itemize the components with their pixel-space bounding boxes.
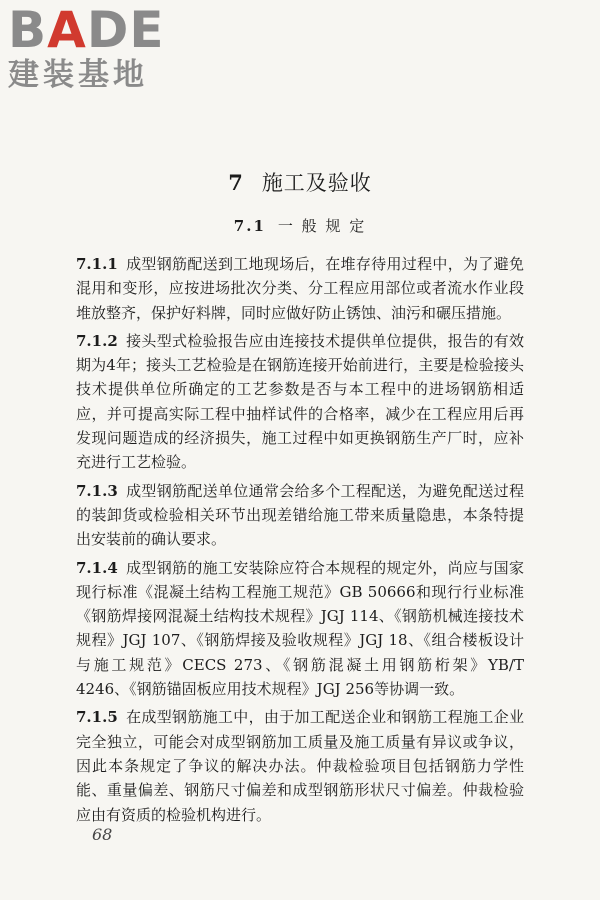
clause-number: 7.1.2 <box>76 331 118 350</box>
page-number: 68 <box>92 825 113 844</box>
logo <box>8 1 188 93</box>
clause-text: 成型钢筋的施工安装除应符合本规程的规定外，尚应与国家现行标准《混凝土结构工程施工规范》GB 50666和现行行业标准《钢筋焊接网混凝土结构技术规程》JGJ 114、《钢筋机械连接技术规程》JGJ 107、《钢筋焊接及验收规程》JGJ 18、《组合楼板设计与施工规范》CECS 273、《钢筋混凝土用钢筋桁架》YB/T 4246、《钢筋锚固板应用技术规程》JGJ 256等协调一致。 <box>76 558 524 699</box>
clause-text: 成型钢筋配送到工地现场后，在堆存待用过程中，为了避免混用和变形，应按进场批次分类、分工程应用部位或者流水作业段堆放整齐，保护好料牌，同时应做好防止锈蚀、油污和碾压措施。 <box>76 255 524 322</box>
chapter-title: 施工及验收 <box>261 171 372 195</box>
body-text <box>76 252 524 831</box>
section-number: 7.1 <box>233 217 266 235</box>
clause-text: 接头型式检验报告应由连接技术提供单位提供，报告的有效期为4年；接头工艺检验是在钢筋连接开始前进行，主要是检验接头技术提供单位所确定的工艺参数是否与本工程中的进场钢筋相适应，并可提高实际工程中抽样试件的合格率，减少在工程应用后再发现问题造成的经济损失，施工过程中如更换钢筋生产厂时，应补充进行工艺检验。 <box>76 331 524 472</box>
section-heading <box>0 215 600 236</box>
clause-7-1-2 <box>76 329 524 475</box>
clause-7-1-3 <box>76 479 524 552</box>
clause-number: 7.1.4 <box>76 558 118 577</box>
chapter-heading <box>0 167 600 197</box>
logo-chinese-text: 建装基地 <box>8 57 148 93</box>
clause-7-1-5 <box>76 705 524 826</box>
section-title: 一 般 规 定 <box>277 217 367 235</box>
clause-text: 在成型钢筋施工中，由于加工配送企业和钢筋工程施工企业完全独立，可能会对成型钢筋加工质量及施工质量有异议或争议，因此本条规定了争议的解决办法。仲裁检验项目包括钢筋力学性能、重量偏差、钢筋尺寸偏差和成型钢筋形状尺寸偏差。仲裁检验应由有资质的检验机构进行。 <box>76 708 524 824</box>
clause-text: 成型钢筋配送单位通常会给多个工程配送，为避免配送过程的装卸货或检验相关环节出现差错给施工带来质量隐患，本条特提出安装前的确认要求。 <box>76 481 524 549</box>
clause-7-1-4 <box>76 556 524 702</box>
logo-wordmark: BADE <box>8 1 165 59</box>
clause-7-1-1 <box>76 252 524 325</box>
clause-number: 7.1.1 <box>76 255 118 273</box>
clause-number: 7.1.5 <box>76 708 118 727</box>
clause-number: 7.1.3 <box>76 481 118 500</box>
chapter-number: 7 <box>228 170 244 195</box>
